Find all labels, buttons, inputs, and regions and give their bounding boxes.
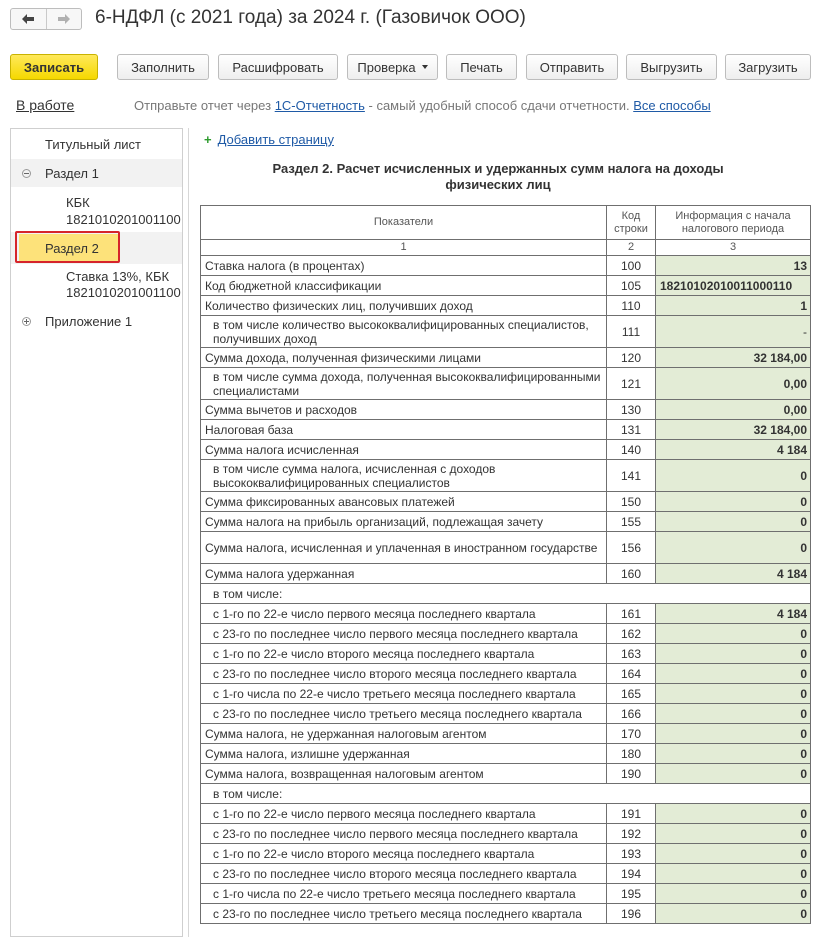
row-indicator-name: Сумма налога, возвращенная налоговым агентом xyxy=(201,764,607,784)
section-title: Раздел 2. Расчет исчисленных и удержанных сумм налога на доходы физических лиц xyxy=(272,161,724,192)
table-row xyxy=(201,512,811,532)
row-value-field[interactable]: 0 xyxy=(656,492,811,512)
row-indicator-name: в том числе: xyxy=(201,584,811,604)
add-page-label: Добавить страницу xyxy=(217,132,334,147)
row-indicator-name: Сумма налога, не удержанная налоговым агентом xyxy=(201,724,607,744)
check-dropdown-button[interactable] xyxy=(347,54,438,80)
table-row xyxy=(201,804,811,824)
row-value-field[interactable]: 0 xyxy=(656,624,811,644)
arrow-left-icon xyxy=(22,14,34,24)
all-methods-link[interactable]: Все способы xyxy=(633,98,711,113)
sidebar-item-title-page[interactable] xyxy=(11,129,183,157)
row-value-field[interactable]: 0 xyxy=(656,864,811,884)
send-button[interactable]: Отправить xyxy=(526,54,618,80)
row-indicator-name: Ставка налога (в процентах) xyxy=(201,256,607,276)
table-row xyxy=(201,440,811,460)
row-value-field[interactable]: 4 184 xyxy=(656,440,811,460)
table-row xyxy=(201,884,811,904)
sidebar-item-label-line2: 1821010201001100 xyxy=(66,212,181,227)
column-number-2: 2 xyxy=(607,240,656,256)
row-code: 190 xyxy=(607,764,656,784)
row-indicator-name: с 23-го по последнее число первого месяца последнего квартала xyxy=(201,824,607,844)
arrow-right-icon xyxy=(58,14,70,24)
collapse-icon[interactable] xyxy=(22,169,31,178)
decode-button[interactable]: Расшифровать xyxy=(218,54,338,80)
row-indicator-name: Сумма налога, излишне удержанная xyxy=(201,744,607,764)
row-indicator-name: с 1-го по 22-е число первого месяца последнего квартала xyxy=(201,604,607,624)
row-code: 110 xyxy=(607,296,656,316)
row-indicator-name: с 1-го по 22-е число второго месяца последнего квартала xyxy=(201,644,607,664)
sidebar-item-section-1[interactable] xyxy=(11,159,183,187)
row-indicator-name: Сумма фиксированных авансовых платежей xyxy=(201,492,607,512)
sidebar-item-label: Раздел 1 xyxy=(45,166,99,181)
table-row xyxy=(201,584,811,604)
row-value-field[interactable]: - xyxy=(656,316,811,348)
row-indicator-name: с 23-го по последнее число второго месяца последнего квартала xyxy=(201,664,607,684)
row-value-field[interactable]: 0 xyxy=(656,744,811,764)
table-row xyxy=(201,704,811,724)
expand-icon[interactable] xyxy=(22,317,31,326)
row-code: 160 xyxy=(607,564,656,584)
export-button[interactable]: Выгрузить xyxy=(626,54,717,80)
row-indicator-name: Сумма налога на прибыль организаций, подлежащая зачету xyxy=(201,512,607,532)
table-row xyxy=(201,276,811,296)
row-indicator-name: с 1-го по 22-е число второго месяца последнего квартала xyxy=(201,844,607,864)
row-code: 141 xyxy=(607,460,656,492)
report-form xyxy=(193,128,821,937)
sidebar-item-rate-kbk[interactable] xyxy=(11,265,183,305)
sidebar-item-label-line2: 1821010201001100 xyxy=(66,285,181,300)
row-value-field[interactable]: 0 xyxy=(656,844,811,864)
toolbar xyxy=(0,54,821,82)
table-row xyxy=(201,684,811,704)
row-indicator-name: Сумма дохода, полученная физическими лицами xyxy=(201,348,607,368)
window-title: 6-НДФЛ (с 2021 года) за 2024 г. (Газовичок ООО) xyxy=(95,7,526,28)
table-row xyxy=(201,256,811,276)
row-indicator-name: с 23-го по последнее число третьего месяца последнего квартала xyxy=(201,704,607,724)
sidebar-item-label-line1: Ставка 13%, КБК xyxy=(66,269,170,284)
info-message xyxy=(134,98,711,113)
title-bar xyxy=(0,0,821,42)
row-value-field[interactable]: 0,00 xyxy=(656,368,811,400)
row-value-field[interactable]: 0 xyxy=(656,532,811,564)
row-indicator-name: с 1-го числа по 22-е число третьего месяца последнего квартала xyxy=(201,684,607,704)
column-number-1: 1 xyxy=(201,240,607,256)
selection-highlight-frame xyxy=(15,231,120,263)
row-value-field[interactable]: 18210102010011000110 xyxy=(656,276,811,296)
row-value-field[interactable]: 32 184,00 xyxy=(656,348,811,368)
row-indicator-name: Код бюджетной классификации xyxy=(201,276,607,296)
table-row xyxy=(201,460,811,492)
row-indicator-name: с 1-го по 22-е число первого месяца последнего квартала xyxy=(201,804,607,824)
table-row xyxy=(201,844,811,864)
table-row xyxy=(201,604,811,624)
check-label: Проверка xyxy=(357,59,416,75)
row-indicator-name: Сумма вычетов и расходов xyxy=(201,400,607,420)
table-row xyxy=(201,532,811,564)
row-value-field[interactable]: 0 xyxy=(656,512,811,532)
row-value-field[interactable]: 0 xyxy=(656,884,811,904)
row-code: 166 xyxy=(607,704,656,724)
table-row xyxy=(201,420,811,440)
row-value-field[interactable]: 0 xyxy=(656,704,811,724)
print-button[interactable]: Печать xyxy=(446,54,517,80)
row-code: 155 xyxy=(607,512,656,532)
row-value-field[interactable]: 13 xyxy=(656,256,811,276)
sidebar-item-label-line1: КБК xyxy=(66,195,90,210)
row-code: 121 xyxy=(607,368,656,400)
navigation-buttons xyxy=(10,8,82,30)
table-row xyxy=(201,624,811,644)
sidebar-item-label: Титульный лист xyxy=(45,137,142,152)
row-indicator-name: в том числе сумма дохода, полученная высококвалифицированными специалистами xyxy=(201,368,607,400)
table-row xyxy=(201,348,811,368)
back-button[interactable] xyxy=(11,9,46,29)
row-value-field[interactable]: 0 xyxy=(656,764,811,784)
row-value-field[interactable]: 0 xyxy=(656,904,811,924)
row-indicator-name: Сумма налога удержанная xyxy=(201,564,607,584)
table-row xyxy=(201,492,811,512)
row-code: 170 xyxy=(607,724,656,744)
row-code: 100 xyxy=(607,256,656,276)
row-value-field[interactable]: 0 xyxy=(656,724,811,744)
import-button[interactable]: Загрузить xyxy=(725,54,811,80)
row-code: 161 xyxy=(607,604,656,624)
indicators-table xyxy=(200,205,811,924)
fill-button[interactable]: Заполнить xyxy=(117,54,209,80)
row-value-field[interactable]: 32 184,00 xyxy=(656,420,811,440)
row-code: 156 xyxy=(607,532,656,564)
table-row xyxy=(201,744,811,764)
row-value-field[interactable]: 0,00 xyxy=(656,400,811,420)
table-row xyxy=(201,644,811,664)
forward-button[interactable] xyxy=(46,9,82,29)
column-header-info: Информация с начала налогового периода xyxy=(656,206,811,240)
table-row xyxy=(201,784,811,804)
table-row xyxy=(201,400,811,420)
row-code: 165 xyxy=(607,684,656,704)
1c-reporting-link[interactable]: 1С-Отчетность xyxy=(274,98,365,113)
column-number-3: 3 xyxy=(656,240,811,256)
row-code: 130 xyxy=(607,400,656,420)
column-header-indicators: Показатели xyxy=(201,206,607,240)
table-row xyxy=(201,724,811,744)
row-code: 150 xyxy=(607,492,656,512)
row-code: 191 xyxy=(607,804,656,824)
column-header-code: Код строки xyxy=(607,206,656,240)
table-row xyxy=(201,316,811,348)
row-indicator-name: в том числе сумма налога, исчисленная с доходов высококвалифицированных специалистов xyxy=(201,460,607,492)
row-value-field[interactable]: 0 xyxy=(656,804,811,824)
row-code: 140 xyxy=(607,440,656,460)
table-row xyxy=(201,664,811,684)
row-indicator-name: в том числе количество высококвалифицированных специалистов, получивших доход xyxy=(201,316,607,348)
info-suffix: - самый удобный способ сдачи отчетности. xyxy=(368,98,630,113)
table-row xyxy=(201,564,811,584)
sidebar-item-label: Приложение 1 xyxy=(45,314,133,329)
row-code: 193 xyxy=(607,844,656,864)
table-row xyxy=(201,764,811,784)
table-row xyxy=(201,904,811,924)
row-value-field[interactable]: 0 xyxy=(656,460,811,492)
table-row xyxy=(201,824,811,844)
row-indicator-name: с 23-го по последнее число третьего месяца последнего квартала xyxy=(201,904,607,924)
row-value-field[interactable]: 4 184 xyxy=(656,604,811,624)
row-value-field[interactable]: 4 184 xyxy=(656,564,811,584)
row-value-field[interactable]: 0 xyxy=(656,644,811,664)
row-code: 131 xyxy=(607,420,656,440)
row-code: 164 xyxy=(607,664,656,684)
row-code: 194 xyxy=(607,864,656,884)
row-value-field[interactable]: 0 xyxy=(656,664,811,684)
add-page-link[interactable] xyxy=(204,132,334,147)
table-row xyxy=(201,368,811,400)
row-indicator-name: с 23-го по последнее число первого месяца последнего квартала xyxy=(201,624,607,644)
row-value-field[interactable]: 1 xyxy=(656,296,811,316)
row-code: 120 xyxy=(607,348,656,368)
row-code: 196 xyxy=(607,904,656,924)
row-indicator-name: с 23-го по последнее число второго месяца последнего квартала xyxy=(201,864,607,884)
sidebar-item-kbk[interactable] xyxy=(11,189,183,231)
row-code: 192 xyxy=(607,824,656,844)
sidebar-item-label: Раздел 2 xyxy=(45,241,99,256)
info-prefix: Отправьте отчет через xyxy=(134,98,272,113)
row-indicator-name: Сумма налога исчисленная xyxy=(201,440,607,460)
row-code: 163 xyxy=(607,644,656,664)
row-indicator-name: в том числе: xyxy=(201,784,811,804)
status-line xyxy=(0,94,821,118)
row-indicator-name: с 1-го числа по 22-е число третьего месяца последнего квартала xyxy=(201,884,607,904)
table-row xyxy=(201,296,811,316)
row-value-field[interactable]: 0 xyxy=(656,824,811,844)
row-code: 180 xyxy=(607,744,656,764)
row-value-field[interactable]: 0 xyxy=(656,684,811,704)
row-indicator-name: Налоговая база xyxy=(201,420,607,440)
chevron-down-icon xyxy=(422,65,428,69)
row-code: 162 xyxy=(607,624,656,644)
status-link[interactable]: В работе xyxy=(16,97,75,113)
table-row xyxy=(201,864,811,884)
save-button[interactable]: Записать xyxy=(10,54,98,80)
row-indicator-name: Сумма налога, исчисленная и уплаченная в иностранном государстве xyxy=(201,532,607,564)
panel-divider[interactable] xyxy=(188,128,189,937)
sidebar-item-appendix-1[interactable] xyxy=(11,307,183,335)
row-code: 195 xyxy=(607,884,656,904)
row-indicator-name: Количество физических лиц, получивших доход xyxy=(201,296,607,316)
plus-icon: + xyxy=(204,132,212,147)
row-code: 105 xyxy=(607,276,656,296)
row-code: 111 xyxy=(607,316,656,348)
table-body xyxy=(201,256,811,924)
